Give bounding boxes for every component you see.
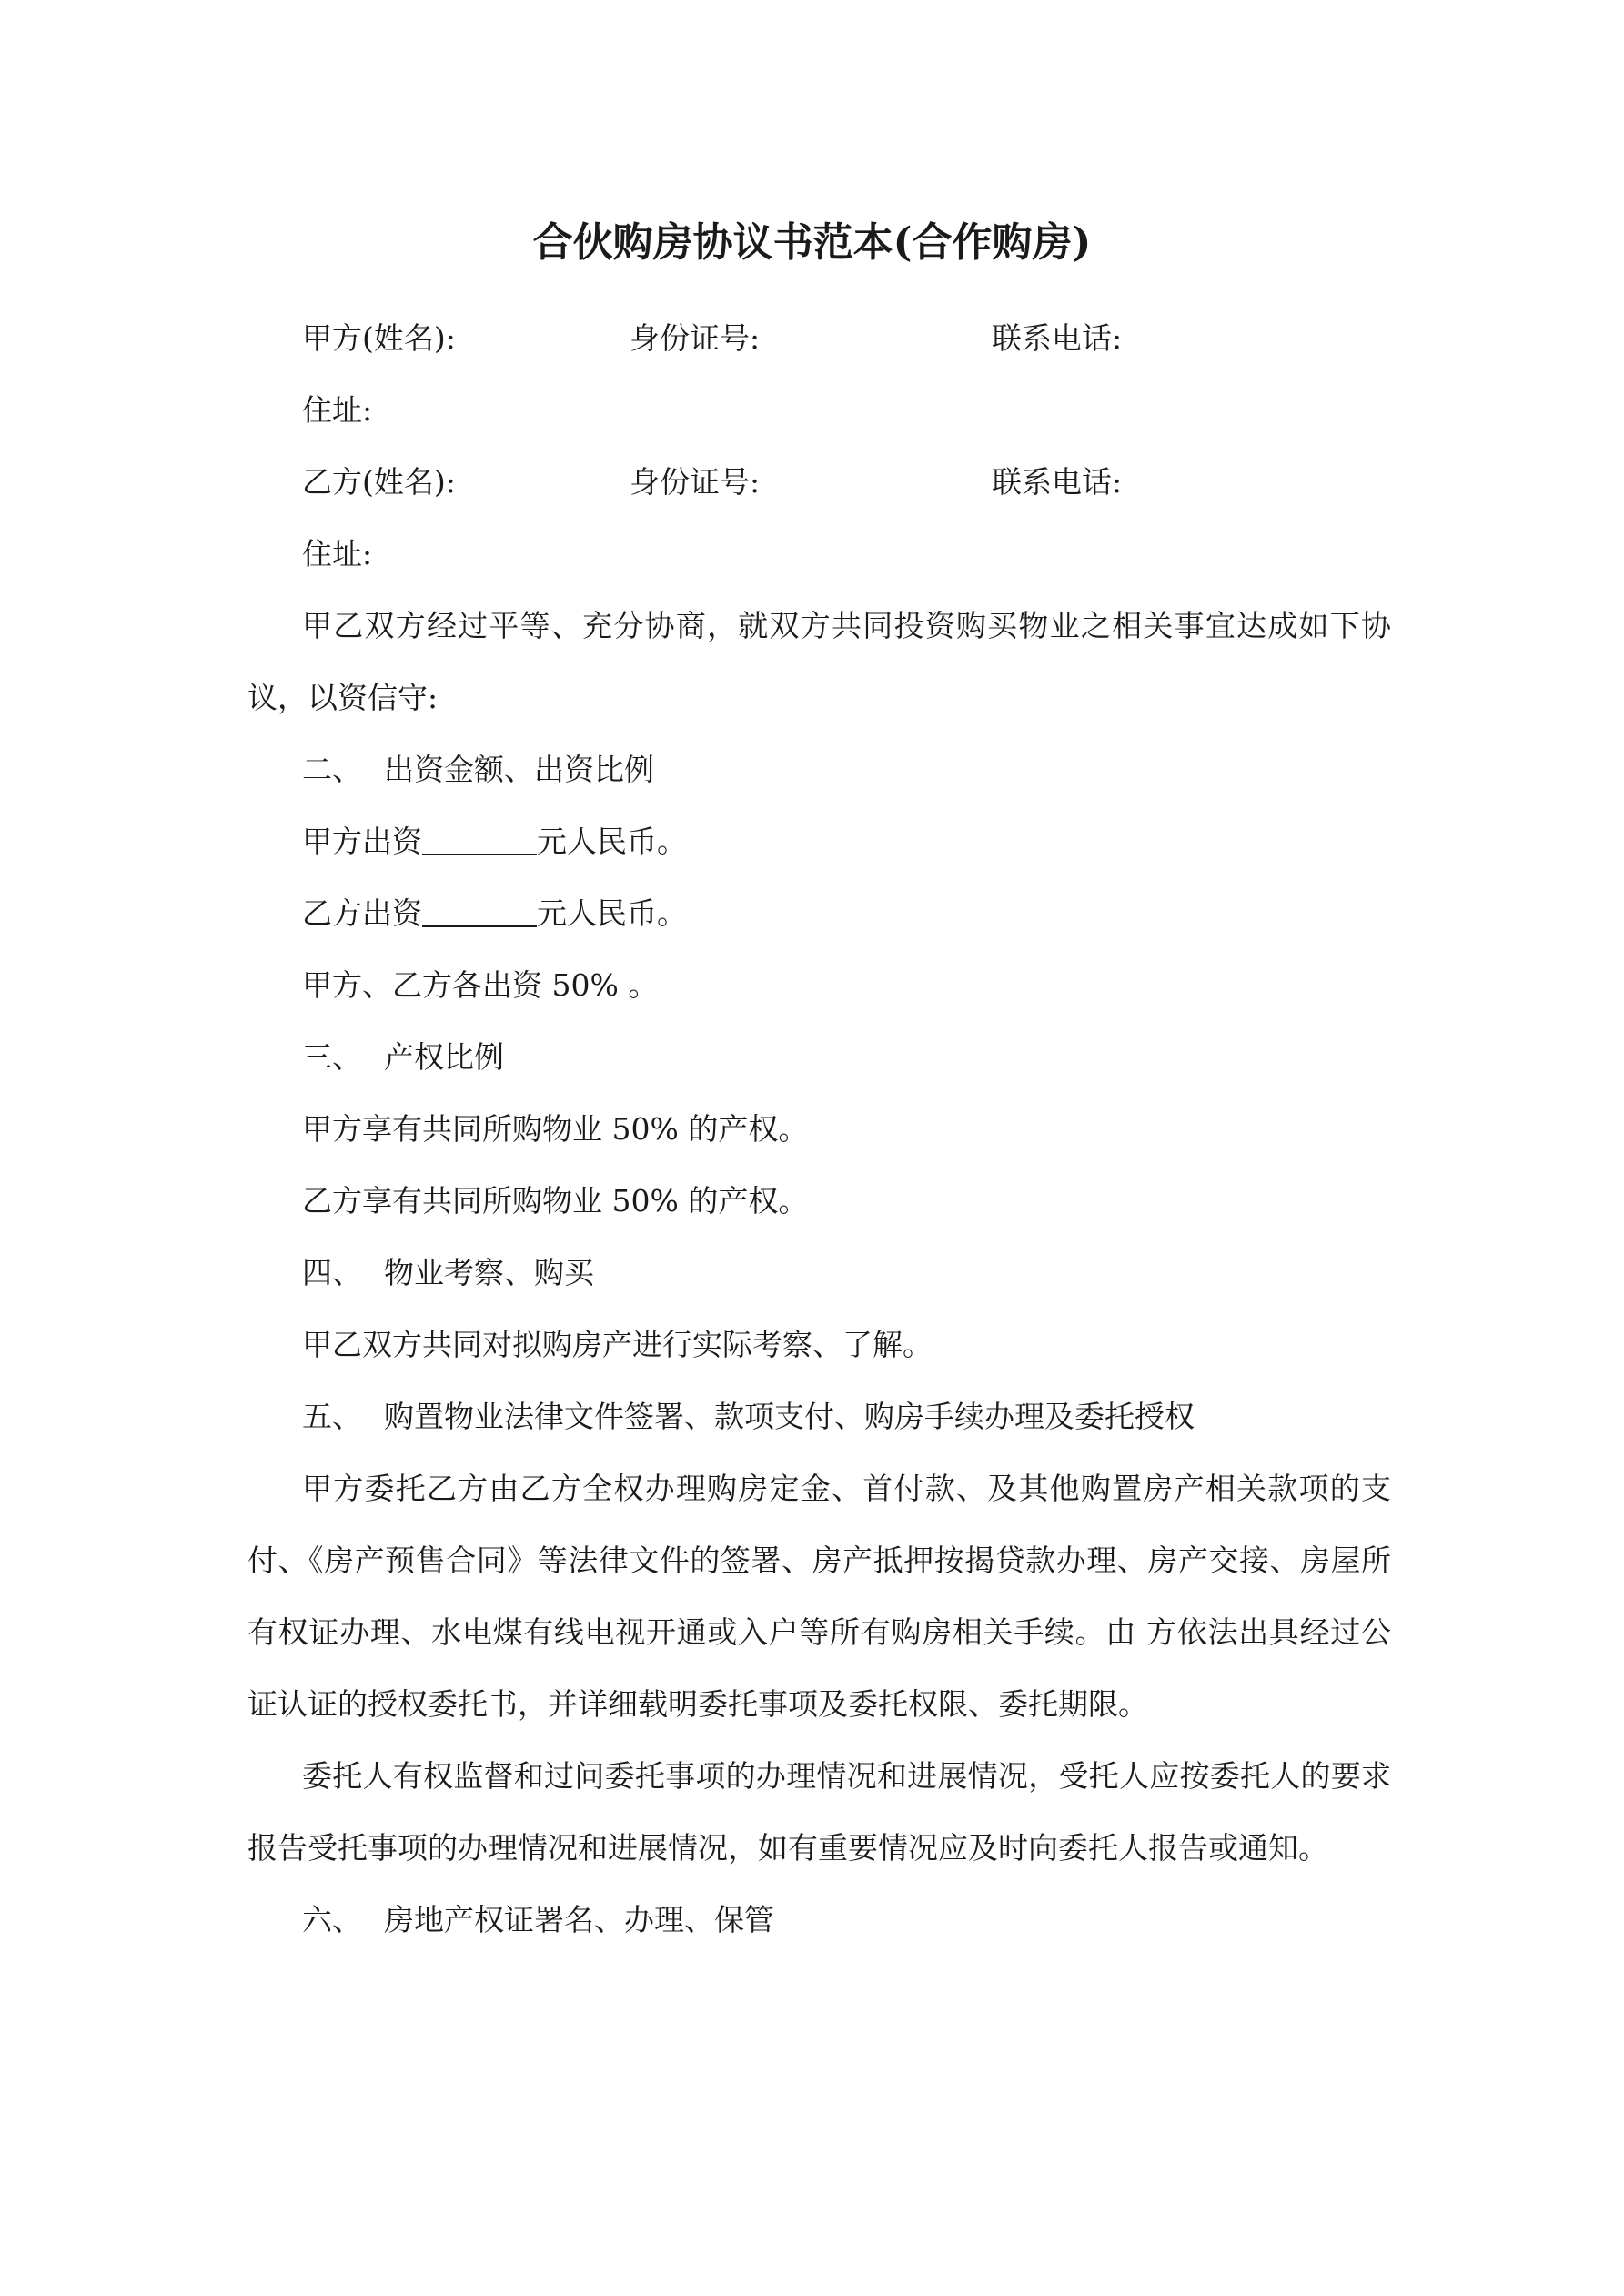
party-b-address-label: 住址: bbox=[302, 536, 373, 571]
party-a-address-label: 住址: bbox=[302, 392, 373, 428]
party-b-address-row bbox=[247, 518, 1391, 590]
party-a-id-label: 身份证号: bbox=[630, 320, 761, 356]
party-a-info-row bbox=[247, 302, 1391, 374]
party-a-phone-label: 联系电话: bbox=[992, 320, 1123, 356]
section-3-number: 三、 bbox=[302, 1039, 362, 1075]
party-a-address-row bbox=[247, 374, 1391, 446]
section-5-number: 五、 bbox=[302, 1399, 362, 1434]
intro-paragraph: 甲乙双方经过平等、充分协商，就双方共同投资购买物业之相关事宜达成如下协议，以资信守: bbox=[247, 608, 1391, 715]
party-a-contribution: 甲方出资 元人民币。 bbox=[302, 824, 687, 859]
party-b-amount-blank bbox=[422, 898, 537, 927]
section-2-heading bbox=[247, 733, 1391, 805]
section-5-title: 购置物业法律文件签署、款项支付、购房手续办理及委托授权 bbox=[384, 1399, 1195, 1434]
section-3-title: 产权比例 bbox=[384, 1039, 504, 1075]
party-a-amount-blank bbox=[422, 826, 537, 855]
section-2-number: 二、 bbox=[302, 752, 362, 787]
section-4-title: 物业考察、购买 bbox=[384, 1255, 594, 1290]
section-4-text: 甲乙双方共同对拟购房产进行实际考察、了解。 bbox=[302, 1327, 933, 1362]
contribution-ratio: 甲方、乙方各出资 50% 。 bbox=[302, 967, 659, 1003]
party-b-name-label: 乙方(姓名): bbox=[302, 464, 456, 500]
document-body bbox=[247, 302, 1391, 1956]
party-b-ownership: 乙方享有共同所购物业 50% 的产权。 bbox=[302, 1183, 809, 1219]
party-b-id-label: 身份证号: bbox=[630, 464, 761, 500]
document-title: 合伙购房协议书范本(合作购房) bbox=[532, 219, 1092, 266]
section-5-paragraph-1: 甲方委托乙方由乙方全权办理购房定金、首付款、及其他购置房产相关款项的支付、《房产预售合同》等法律文件的签署、房产抵押按揭贷款办理、房产交接、房屋所有权证办理、水电煤有线电视开通或入户等所有购房相关手续。由 方依法出具经过公证认证的授权委托书，并详细载明委托事项及委托权限、委托期限。 bbox=[247, 1471, 1391, 1722]
party-b-contribution: 乙方出资 元人民币。 bbox=[302, 895, 687, 931]
section-2-title: 出资金额、出资比例 bbox=[384, 752, 654, 787]
party-b-info-row bbox=[247, 446, 1391, 518]
section-5-heading bbox=[247, 1381, 1391, 1452]
party-b-phone-label: 联系电话: bbox=[992, 464, 1123, 500]
section-4-number: 四、 bbox=[302, 1255, 362, 1290]
section-6-heading bbox=[247, 1884, 1391, 1956]
section-6-title: 房地产权证署名、办理、保管 bbox=[384, 1902, 774, 1937]
section-5-paragraph-2: 委托人有权监督和过问委托事项的办理情况和进展情况，受托人应按委托人的要求报告受托事项的办理情况和进展情况，如有重要情况应及时向委托人报告或通知。 bbox=[247, 1758, 1391, 1866]
section-3-heading bbox=[247, 1021, 1391, 1093]
section-6-number: 六、 bbox=[302, 1902, 362, 1937]
section-4-heading bbox=[247, 1237, 1391, 1309]
party-a-ownership: 甲方享有共同所购物业 50% 的产权。 bbox=[302, 1111, 809, 1147]
party-a-name-label: 甲方(姓名): bbox=[302, 320, 456, 356]
